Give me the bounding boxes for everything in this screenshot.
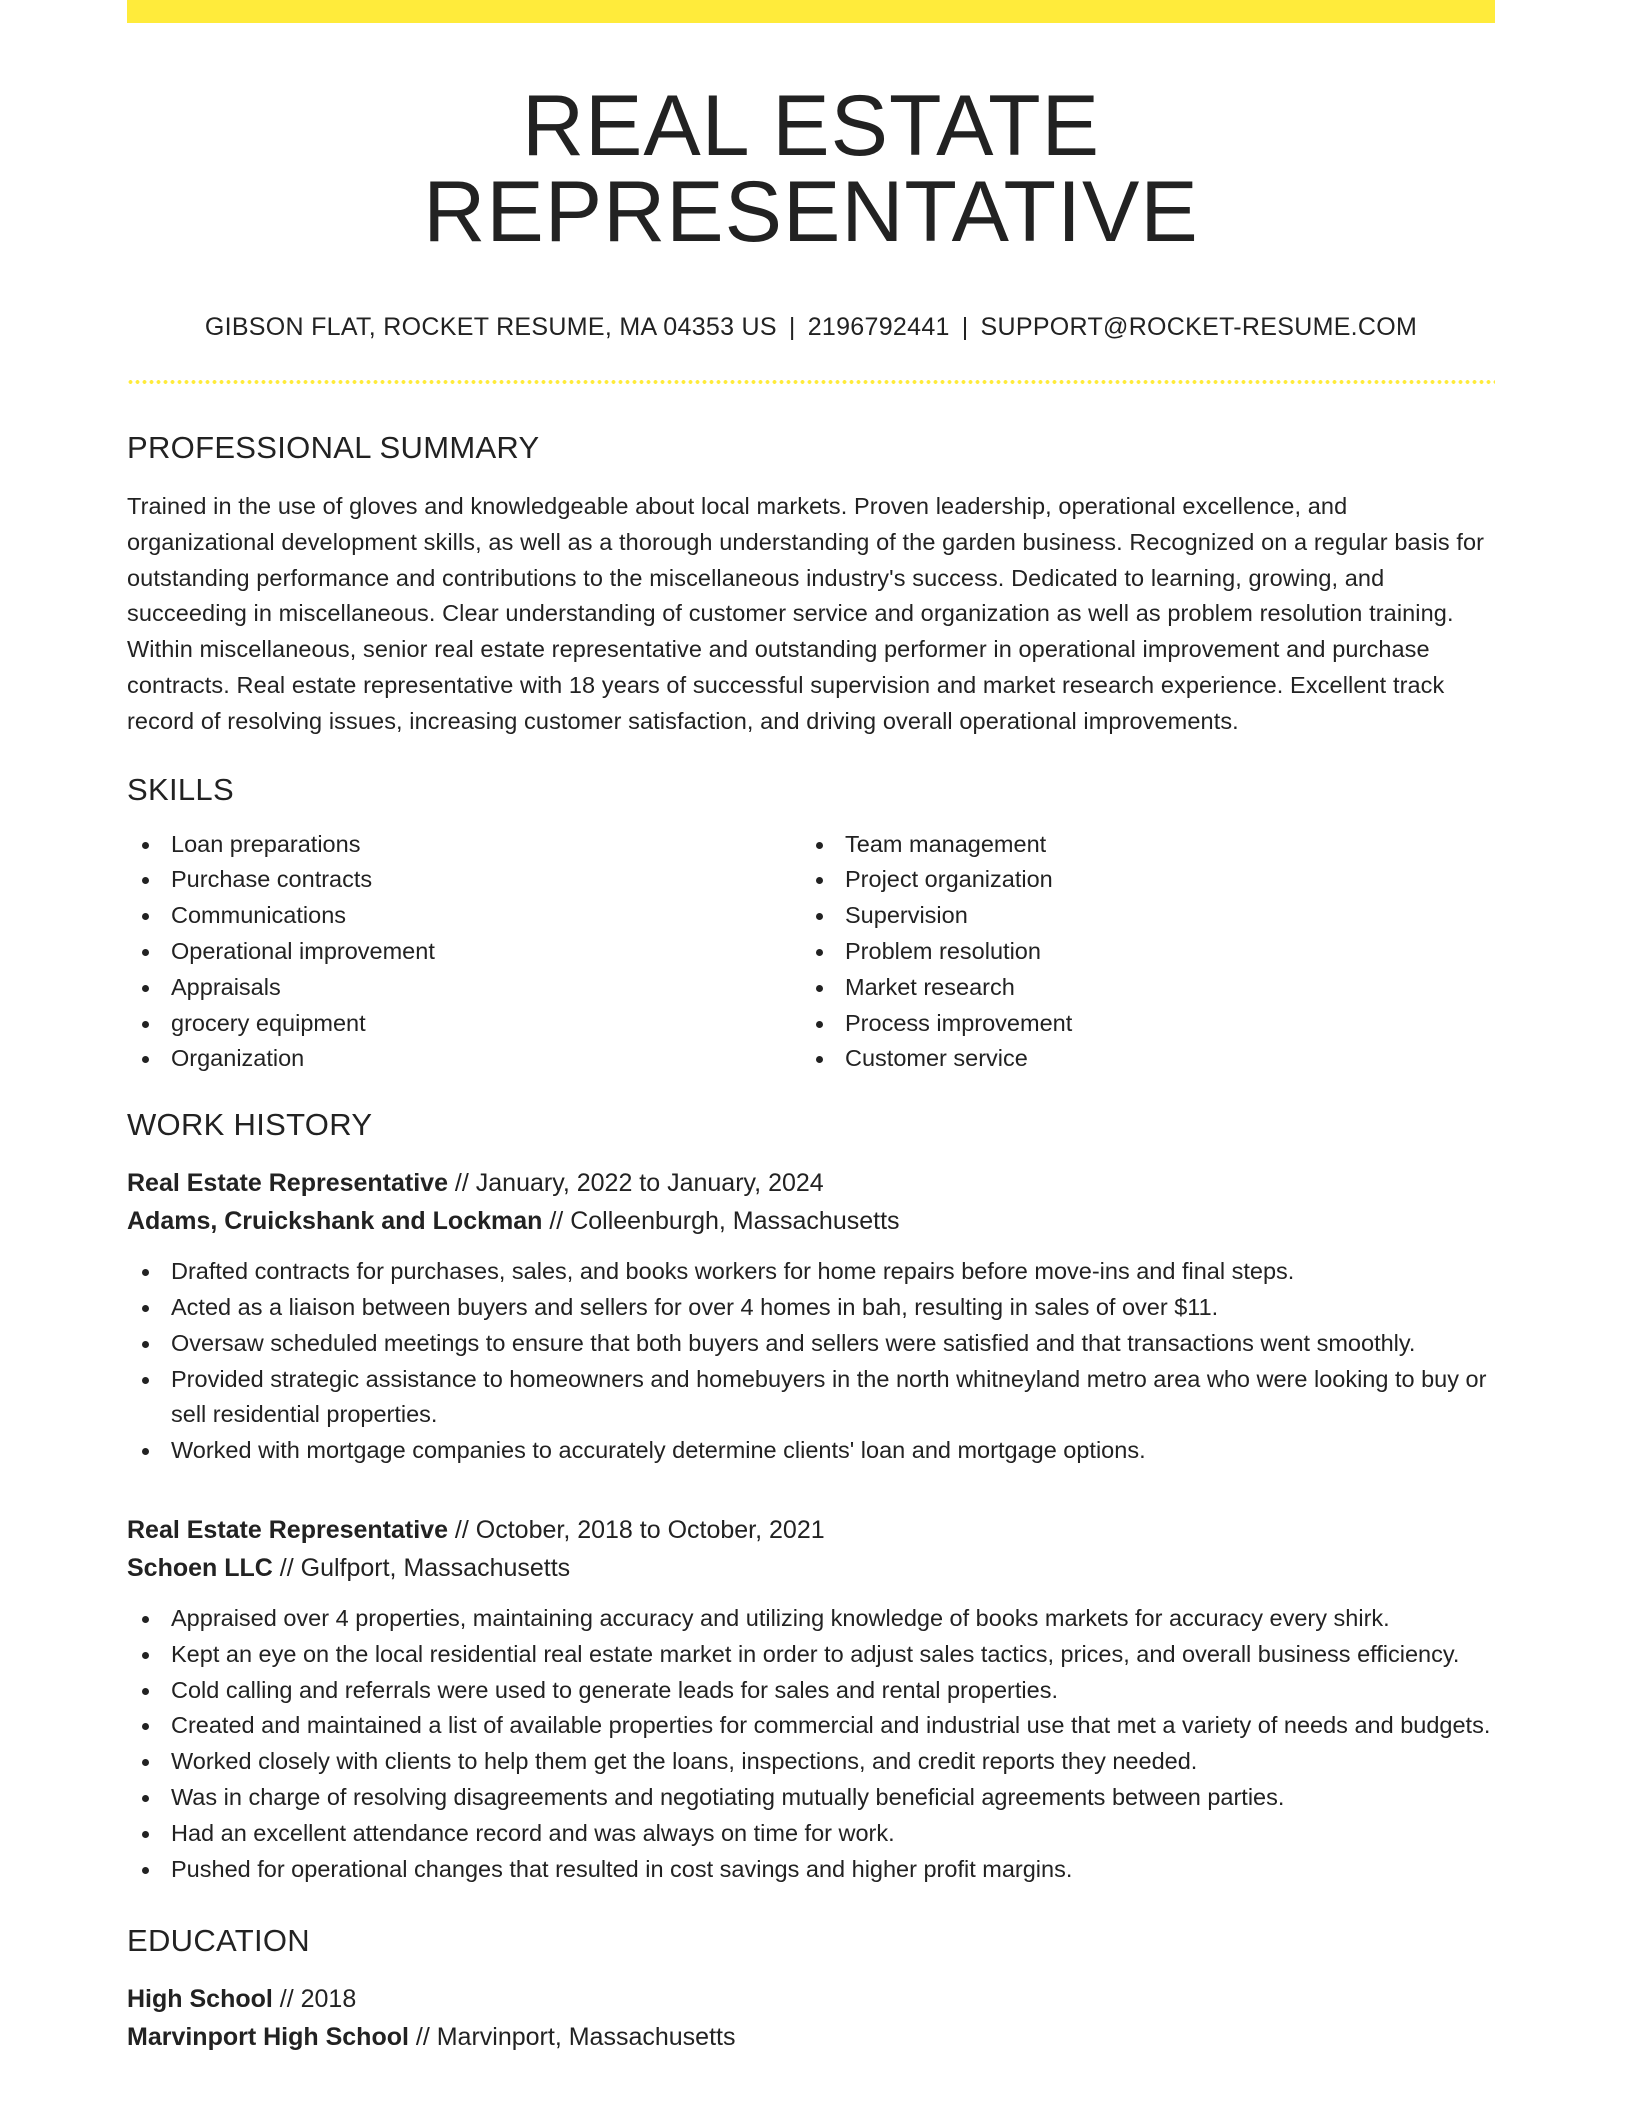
skill-item: Supervision xyxy=(801,898,1475,934)
job-bullet: Was in charge of resolving disagreements and negotiating mutually beneficial agreements between parties. xyxy=(127,1780,1495,1816)
contact-address: GIBSON FLAT, ROCKET RESUME, MA 04353 US xyxy=(204,313,777,341)
contact-line xyxy=(127,315,1495,340)
job-title-line xyxy=(127,1511,1495,1549)
education-degree-line xyxy=(127,1980,1495,2018)
summary-text: Trained in the use of gloves and knowledgeable about local markets. Proven leadership, operational excellence, and organizational development skills, as well as a thorough understanding of the garden business. Recognized on a regular basis for outstanding performance and contributions to the miscellaneous industry's success. Dedicated to learning, growing, and succeeding in miscellaneous. Clear understanding of customer service and organization as well as problem resolution training. Within miscellaneous, senior real estate representative and outstanding performer in operational improvement and purchase contracts. Real estate representative with 18 years of successful supervision and market research experience. Excellent track record of resolving issues, increasing customer satisfaction, and driving overall operational improvements. xyxy=(127,493,1485,734)
education-year: // 2018 xyxy=(272,1985,357,2014)
skill-item: Customer service xyxy=(801,1041,1475,1077)
skill-item: Team management xyxy=(801,827,1475,863)
skills-heading: SKILLS xyxy=(127,771,234,807)
job-bullets xyxy=(127,1254,1495,1469)
education-school-line xyxy=(127,2018,1495,2056)
skills-list-right xyxy=(801,827,1475,1078)
contact-phone: 2196792441 xyxy=(807,313,950,341)
job-bullet: Worked with mortgage companies to accurately determine clients' loan and mortgage options. xyxy=(127,1433,1495,1469)
summary-heading: PROFESSIONAL SUMMARY xyxy=(127,430,540,465)
job-title-line xyxy=(127,1164,1495,1202)
job-entry xyxy=(127,1164,1495,1469)
contact-separator: | xyxy=(961,313,969,341)
job-company: Adams, Cruickshank and Lockman xyxy=(127,1207,543,1236)
skill-item: Communications xyxy=(127,898,801,934)
job-title: Real Estate Representative xyxy=(127,1169,448,1198)
job-company: Schoen LLC xyxy=(127,1553,273,1582)
skill-item: grocery equipment xyxy=(127,1006,801,1042)
skill-item: Appraisals xyxy=(127,970,801,1006)
skills-section xyxy=(127,771,1495,1078)
job-bullet: Oversaw scheduled meetings to ensure that both buyers and sellers were satisfied and that transactions went smoothly. xyxy=(127,1326,1495,1362)
job-bullet: Had an excellent attendance record and was always on time for work. xyxy=(127,1816,1495,1852)
summary-section xyxy=(127,432,1495,740)
education-heading: EDUCATION xyxy=(127,1923,310,1959)
job-entry xyxy=(127,1511,1495,1887)
work-history-section xyxy=(127,1109,1495,1887)
skills-columns xyxy=(127,827,1495,1078)
education-school: Marvinport High School xyxy=(127,2023,409,2052)
skill-item: Organization xyxy=(127,1041,801,1077)
job-bullet: Worked closely with clients to help them get the loans, inspections, and credit reports they needed. xyxy=(127,1744,1495,1780)
education-degree: High School xyxy=(127,1985,273,2014)
job-dates: // October, 2018 to October, 2021 xyxy=(447,1515,825,1544)
job-bullet: Created and maintained a list of available properties for commercial and industrial use that met a variety of needs and budgets. xyxy=(127,1708,1495,1744)
job-bullet: Pushed for operational changes that resulted in cost savings and higher profit margins. xyxy=(127,1852,1495,1888)
resume-page xyxy=(127,0,1495,2056)
resume-title: REAL ESTATE REPRESENTATIVE xyxy=(423,78,1199,260)
job-bullet: Acted as a liaison between buyers and sellers for over 4 homes in bah, resulting in sales of over $11. xyxy=(127,1290,1495,1326)
job-title: Real Estate Representative xyxy=(127,1515,448,1544)
job-company-line xyxy=(127,1202,1495,1240)
job-bullet: Cold calling and referrals were used to generate leads for sales and rental properties. xyxy=(127,1673,1495,1709)
skill-item: Problem resolution xyxy=(801,934,1475,970)
skill-item: Purchase contracts xyxy=(127,862,801,898)
job-bullet: Kept an eye on the local residential real estate market in order to adjust sales tactics, prices, and overall business efficiency. xyxy=(127,1637,1495,1673)
contact-email: SUPPORT@ROCKET-RESUME.COM xyxy=(980,313,1418,341)
job-location: // Gulfport, Massachusetts xyxy=(272,1553,571,1582)
education-section xyxy=(127,1925,1495,2056)
job-location: // Colleenburgh, Massachusetts xyxy=(542,1207,900,1236)
job-bullet: Provided strategic assistance to homeowners and homebuyers in the north whitneyland metro area who were looking to buy or sell residential properties. xyxy=(127,1362,1495,1434)
job-bullets xyxy=(127,1601,1495,1887)
skill-item: Process improvement xyxy=(801,1006,1475,1042)
job-dates: // January, 2022 to January, 2024 xyxy=(447,1169,824,1198)
work-history-heading: WORK HISTORY xyxy=(127,1107,373,1143)
skills-list-left xyxy=(127,827,801,1078)
skill-item: Loan preparations xyxy=(127,827,801,863)
job-bullet: Appraised over 4 properties, maintaining accuracy and utilizing knowledge of books markets for accuracy every shirk. xyxy=(127,1601,1495,1637)
skill-item: Project organization xyxy=(801,862,1475,898)
skill-item: Market research xyxy=(801,970,1475,1006)
skill-item: Operational improvement xyxy=(127,934,801,970)
education-location: // Marvinport, Massachusetts xyxy=(408,2023,736,2052)
job-company-line xyxy=(127,1549,1495,1587)
accent-top-bar xyxy=(127,0,1495,23)
contact-separator: | xyxy=(788,313,796,341)
job-bullet: Drafted contracts for purchases, sales, and books workers for home repairs before move-ins and final steps. xyxy=(127,1254,1495,1290)
education-entry xyxy=(127,1980,1495,2056)
dotted-divider xyxy=(127,380,1495,384)
